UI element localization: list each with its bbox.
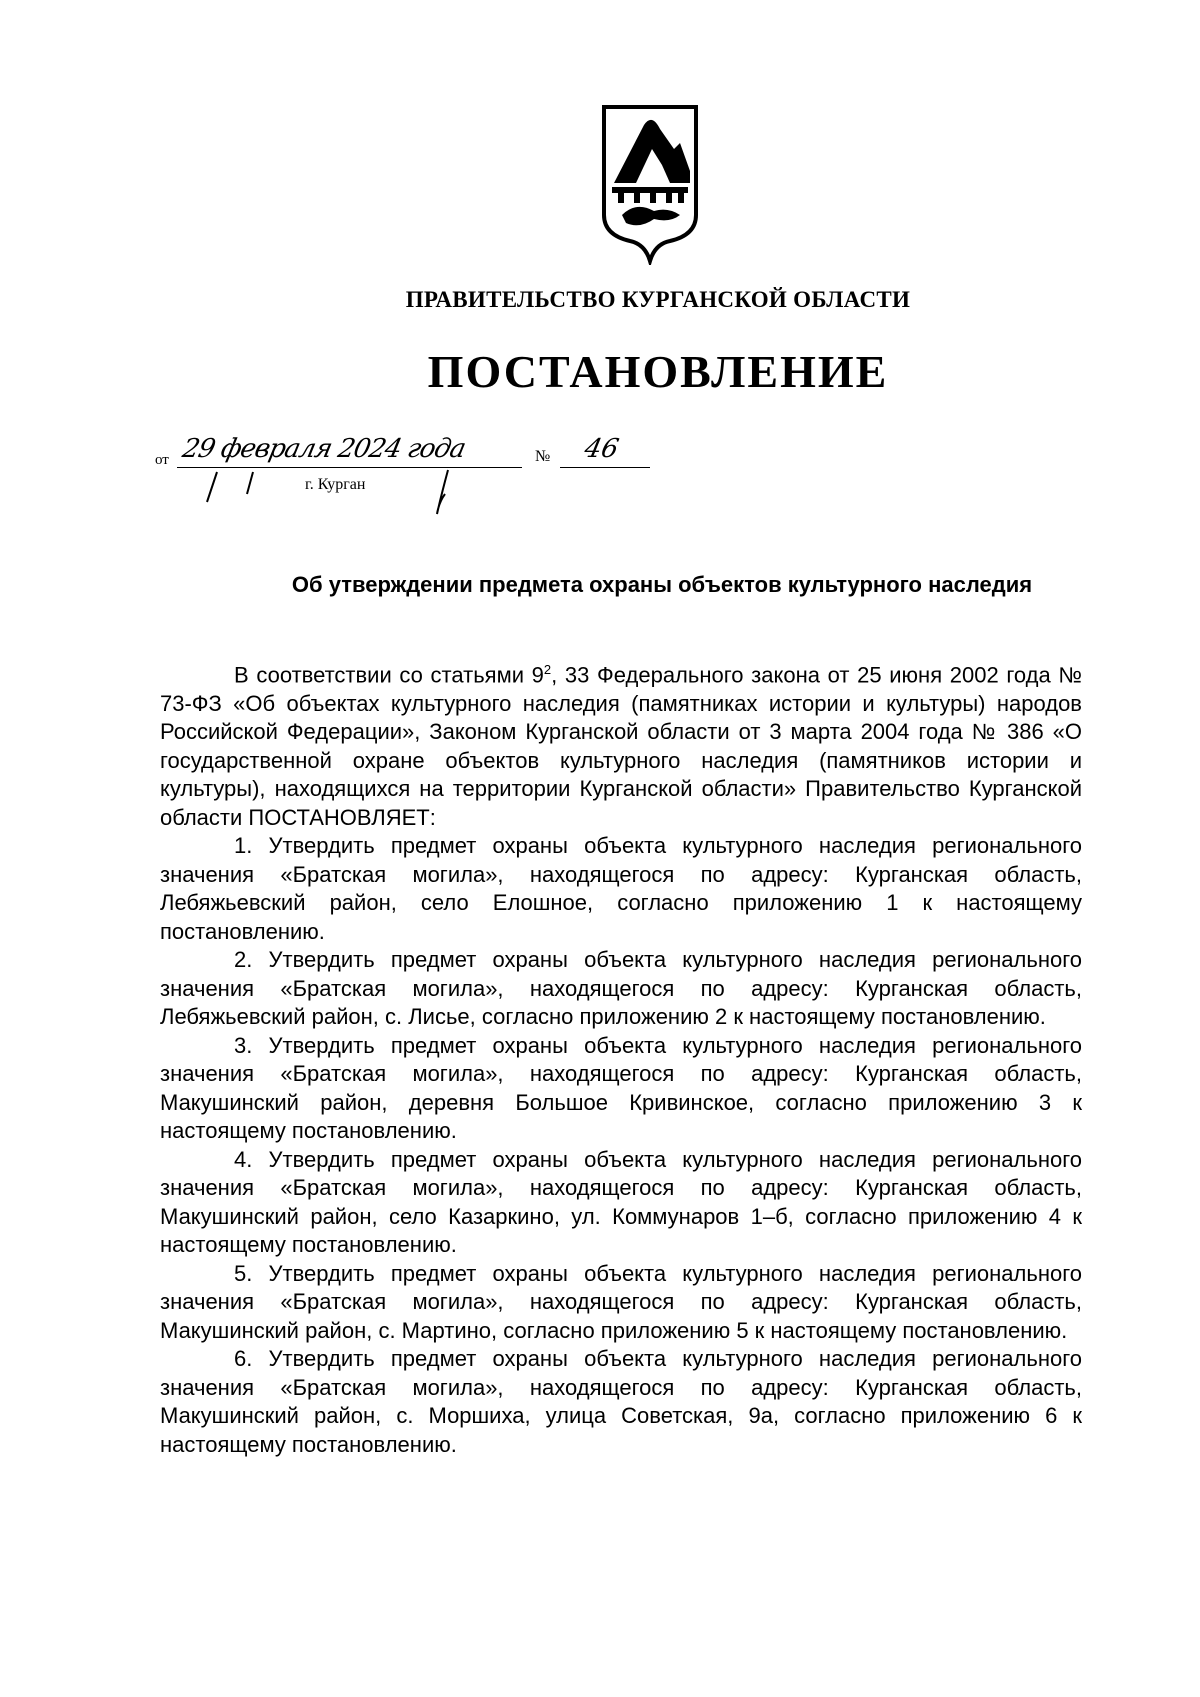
resolution-item: 3. Утвердить предмет охраны объекта культурного наследия регионального значения «Братская могила», находящегося по адресу: Курганская область, Макушинский район, деревня Большое Кривинское, согласно приложению 3 к настоящему постановлению. [160, 1032, 1082, 1144]
document-type: ПОСТАНОВЛЕНИЕ [427, 346, 889, 397]
preamble-paragraph: В соответствии со статьями $9^2$, 33 Федерального закона от 25 июня 2002 года № 73-ФЗ «Об объектах культурного наследия (памятниках истории и культуры) народов Российской Федерации», Законом Курганской области от 3 марта 2004 года № 386 «О государственной охране объектов культурного наследия (памятников истории и культуры), находящихся на территории Курганской области» Правительство Курганской области ПОСТАНОВЛЯЕТ: [160, 662, 1082, 830]
date-prefix: от [155, 452, 169, 468]
resolution-item: 4. Утвердить предмет охраны объекта культурного наследия регионального значения «Братская могила», находящегося по адресу: Курганская область, Макушинский район, село Казаркино, ул. Коммунаров 1–б, согласно приложению 4 к настоящему постановлению. [160, 1146, 1082, 1258]
number-prefix: № [535, 448, 551, 465]
coat-of-arms-icon [600, 103, 700, 265]
city: г. Курган [305, 476, 366, 493]
document-body [160, 656, 1082, 1459]
resolution-item: 5. Утвердить предмет охраны объекта культурного наследия регионального значения «Братская могила», находящегося по адресу: Курганская область, Макушинский район, с. Мартино, согласно приложению 5 к настоящему постановлению. [160, 1260, 1082, 1343]
handwritten-date: 29 февраля 2024 года [179, 434, 468, 464]
handwriting-strokes-icon [155, 440, 675, 520]
handwritten-number: 46 [581, 434, 622, 464]
resolution-item: 6. Утвердить предмет охраны объекта культурного наследия регионального значения «Братская могила», находящегося по адресу: Курганская область, Макушинский район, с. Моршиха, улица Советская, 9а, согласно приложению 6 к настоящему постановлению. [160, 1346, 1082, 1457]
resolution-item: 1. Утвердить предмет охраны объекта культурного наследия регионального значения «Братская могила», находящегося по адресу: Курганская область, Лебяжьевский район, село Елошное, согласно приложению 1 к настоящему постановлению. [160, 833, 1082, 944]
resolution-item: 2. Утвердить предмет охраны объекта культурного наследия регионального значения «Братская могила», находящегося по адресу: Курганская область, Лебяжьевский район, с. Лисье, согласно приложению 2 к настоящему постановлению. [160, 947, 1082, 1030]
government-name: ПРАВИТЕЛЬСТВО КУРГАНСКОЙ ОБЛАСТИ [405, 287, 911, 312]
document-subject: Об утверждении предмета охраны объектов культурного наследия [291, 572, 1033, 597]
date-number-line [155, 434, 675, 520]
